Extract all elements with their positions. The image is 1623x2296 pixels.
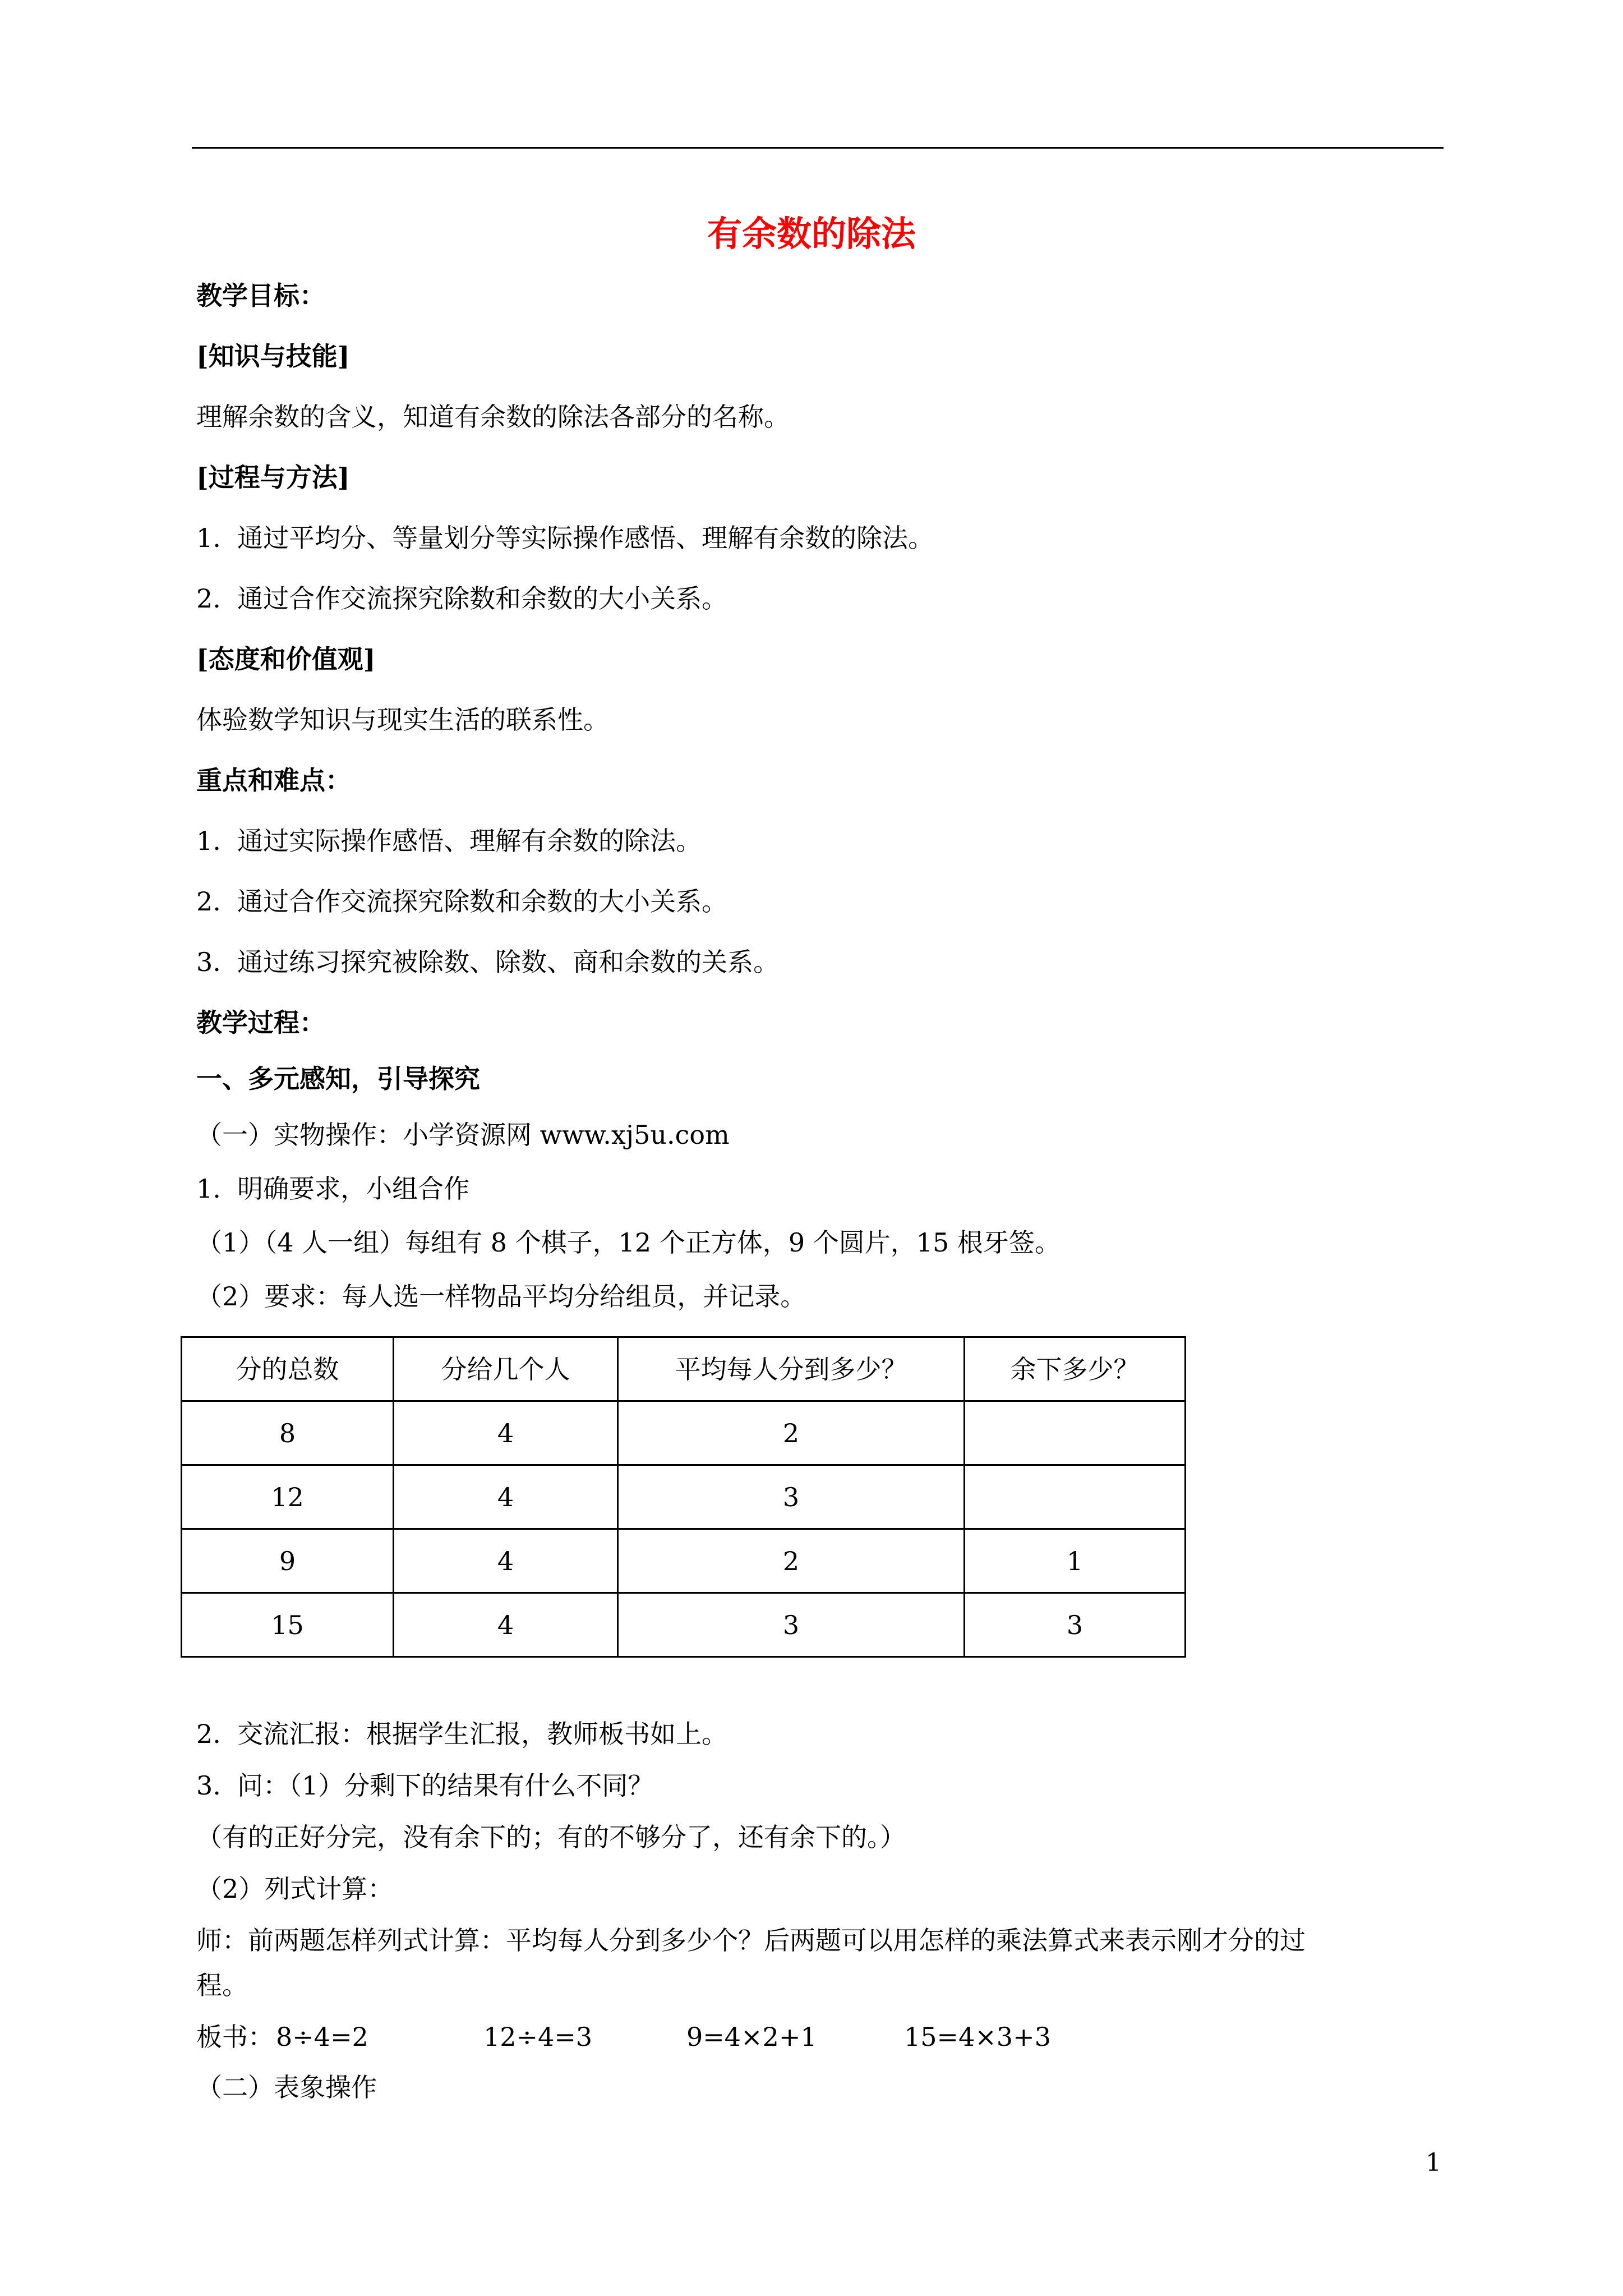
table-cell [965,1465,1186,1529]
step-one-b: （2）要求：每人选一样物品平均分给组员，并记录。 [196,1281,806,1312]
key-point-item: 1. 通过实际操作感悟、理解有余数的除法。 [196,826,702,856]
table-cell: 1 [965,1529,1186,1593]
teacher-line: 程。 [196,1970,248,2000]
table-cell: 4 [394,1529,618,1593]
board-equation: 8÷4=2 [276,2022,368,2052]
table-cell: 9 [182,1529,394,1593]
table-header-cell: 分给几个人 [394,1337,618,1401]
table-cell: 4 [394,1593,618,1657]
table-row [182,1401,1186,1465]
process-heading: [过程与方法] [196,462,350,493]
key-point-item: 3. 通过练习探究被除数、除数、商和余数的关系。 [196,947,780,977]
knowledge-heading: [知识与技能] [196,341,350,371]
page-number: 1 [1426,2148,1441,2177]
table-header-cell: 余下多少？ [965,1337,1186,1401]
table-row [182,1465,1186,1529]
subsection-two: （二）表象操作 [196,2072,377,2102]
header-rule [192,147,1444,149]
step-three-answer: （有的正好分完，没有余下的；有的不够分了，还有余下的。） [196,1822,906,1852]
process-item: 2. 通过合作交流探究除数和余数的大小关系。 [196,583,728,614]
board-equation: 15=4×3+3 [904,2022,1051,2052]
table-cell: 3 [618,1593,965,1657]
table-header-row [182,1337,1186,1401]
table-cell: 4 [394,1465,618,1529]
table-cell: 8 [182,1401,394,1465]
board-equation: 12÷4=3 [483,2022,593,2052]
board-equation: 9=4×2+1 [686,2022,817,2052]
table-cell: 4 [394,1401,618,1465]
table-cell: 15 [182,1593,394,1657]
step-three-b: （2）列式计算： [196,1874,394,1904]
process-item: 1. 通过平均分、等量划分等实际操作感悟、理解有余数的除法。 [196,523,934,553]
knowledge-text: 理解余数的含义，知道有余数的除法各部分的名称。 [196,402,790,432]
objectives-heading: 教学目标： [196,280,325,311]
subsection-one: （一）实物操作：小学资源网 www.xj5u.com [196,1120,730,1150]
table-cell: 12 [182,1465,394,1529]
table-cell [965,1401,1186,1465]
table-row [182,1529,1186,1593]
attitude-text: 体验数学知识与现实生活的联系性。 [196,705,609,735]
table-header-cell: 平均每人分到多少？ [618,1337,965,1401]
board-label: 板书： [196,2022,274,2052]
step-one: 1. 明确要求，小组合作 [196,1174,470,1204]
step-two: 2. 交流汇报：根据学生汇报，教师板书如上。 [196,1719,728,1749]
step-one-a: （1）（4 人一组）每组有 8 个棋子，12 个正方体，9 个圆片，15 根牙签。 [196,1227,1061,1258]
step-three: 3. 问：（1）分剩下的结果有什么不同？ [196,1770,654,1801]
table-header-cell: 分的总数 [182,1337,394,1401]
teacher-line: 师：前两题怎样列式计算：平均每人分到多少个？后两题可以用怎样的乘法算式来表示刚才分的过 [196,1925,1306,1955]
distribution-table [181,1336,1186,1658]
teaching-process-heading: 教学过程： [196,1007,325,1038]
section-one-heading: 一、多元感知，引导探究 [196,1064,480,1094]
table-row [182,1593,1186,1657]
key-point-item: 2. 通过合作交流探究除数和余数的大小关系。 [196,886,728,917]
page-title: 有余数的除法 [707,213,916,254]
table-cell: 3 [618,1465,965,1529]
table-cell: 2 [618,1529,965,1593]
key-points-heading: 重点和难点： [196,765,351,795]
attitude-heading: [态度和价值观] [196,644,376,674]
table-cell: 3 [965,1593,1186,1657]
table-cell: 2 [618,1401,965,1465]
